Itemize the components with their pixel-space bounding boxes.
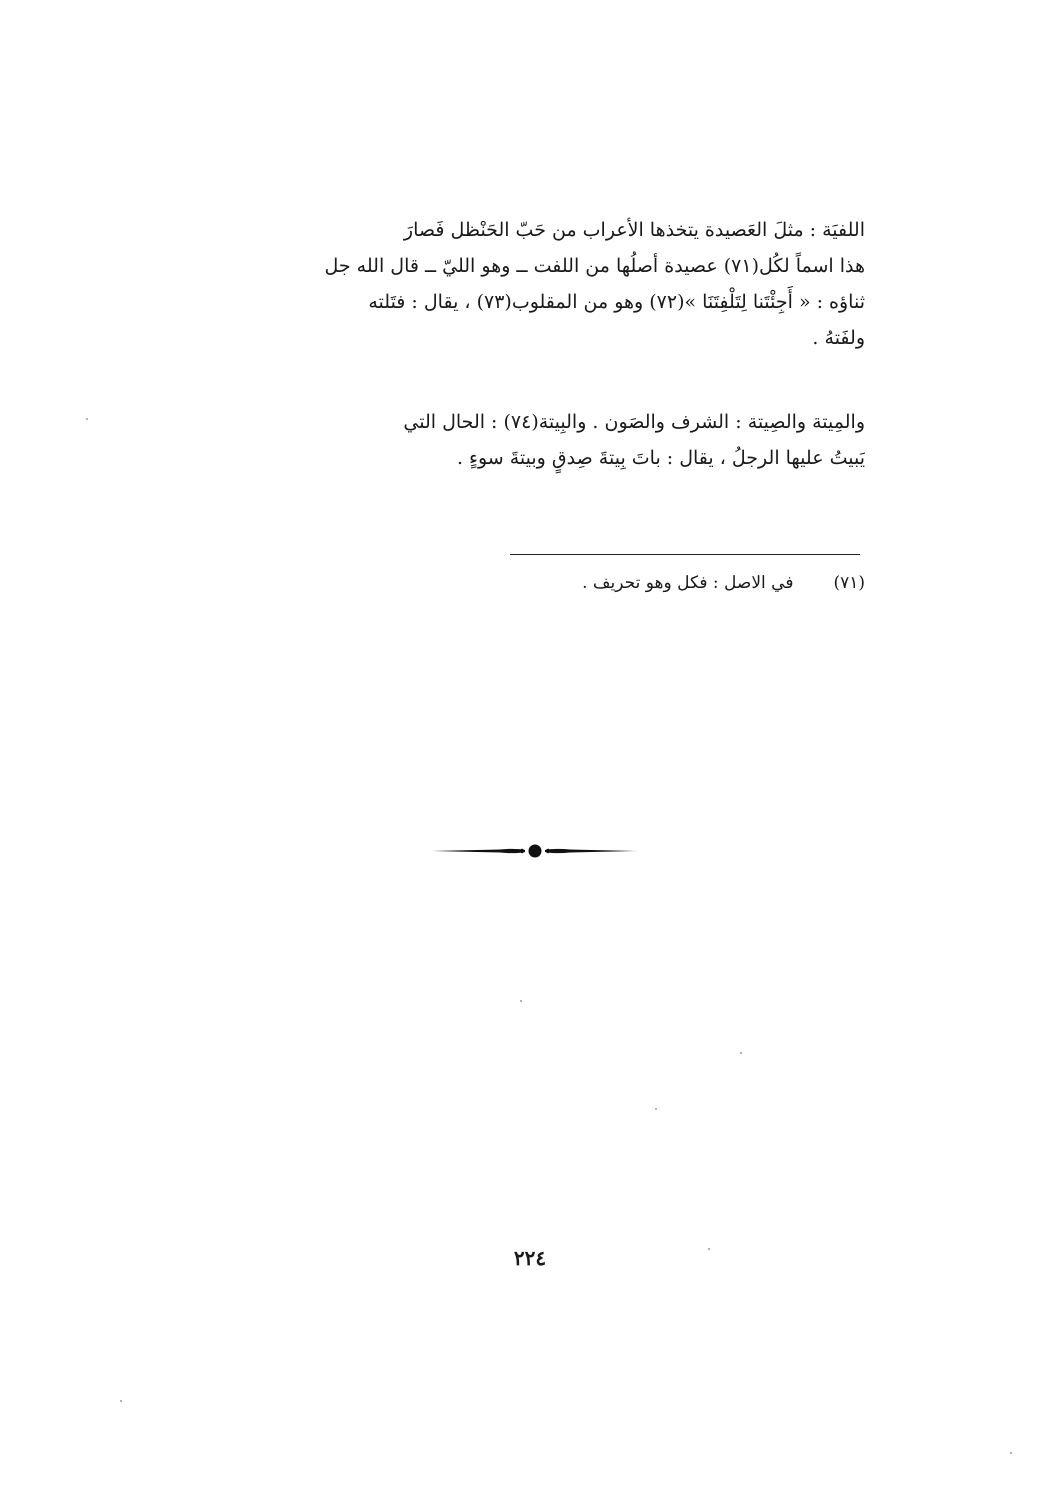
footnote bbox=[440, 568, 865, 598]
footnote-text: في الاصل : فكل وهو تحريف . bbox=[582, 573, 794, 593]
footnote-number: (٧١) bbox=[833, 573, 865, 593]
paragraph-mita bbox=[205, 404, 865, 476]
scan-speck bbox=[1010, 1452, 1012, 1454]
scan-speck bbox=[86, 418, 88, 420]
scan-speck bbox=[740, 1052, 742, 1054]
scan-speck bbox=[520, 1000, 522, 1002]
text-line: هذا اسماً لكُل(٧١) عصيدة أصلُها من اللفت ــ وهو الليّ ــ قال الله جل bbox=[324, 255, 865, 277]
paragraph-lafiya bbox=[205, 212, 865, 356]
ornament-divider-icon bbox=[430, 842, 640, 860]
scan-speck bbox=[655, 1108, 657, 1110]
text-line: والمِيتة والصِيتة : الشرف والصَون . والبِيتة(٧٤) : الحال التي bbox=[403, 411, 865, 433]
text-line: اللفيَة : مثلَ العَصيدة يتخذها الأعراب من حَبّ الحَنْظل فَصارَ bbox=[403, 219, 865, 241]
footnote-separator bbox=[510, 554, 860, 555]
text-line: يَبيتُ عليها الرجلُ ، يقال : باتَ بِيتةَ صِدقٍ وبيتةَ سوءٍ . bbox=[456, 447, 865, 469]
text-line: ولفَتهُ . bbox=[812, 327, 865, 349]
scan-speck bbox=[120, 1400, 122, 1402]
scan-speck bbox=[708, 1248, 710, 1250]
page-number: ٢٢٤ bbox=[513, 1246, 547, 1270]
text-line: ثناؤه : « أَجِئْتَنا لِتَلْفِتَنَا »(٧٢) وهو من المقلوب(٧٣) ، يقال : فتَلته bbox=[368, 291, 865, 313]
